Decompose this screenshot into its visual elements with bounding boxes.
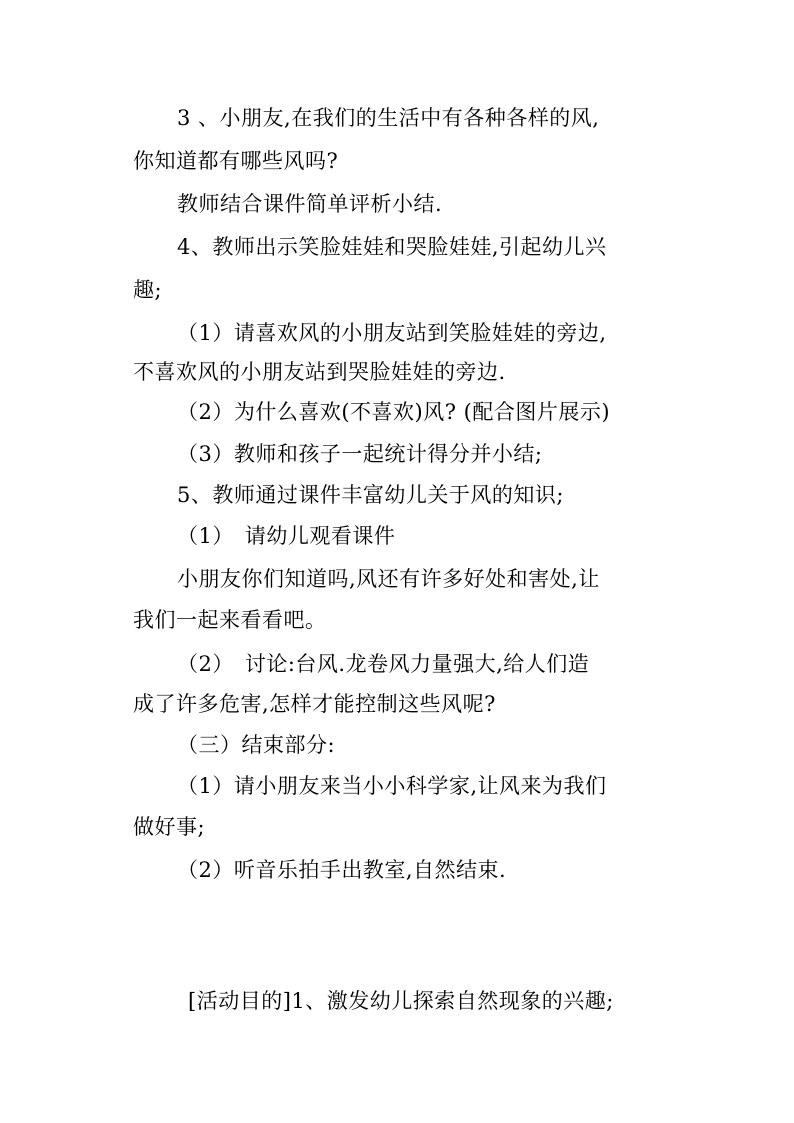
text-line-5: 趣; [133, 278, 163, 302]
text-line-14: （2） 讨论:台风.龙卷风力量强大,给人们造 [177, 652, 590, 676]
text-line-6: （1）请喜欢风的小朋友站到笑脸娃娃的旁边, [177, 321, 607, 345]
text-line-12: 小朋友你们知道吗,风还有许多好处和害处,让 [177, 567, 600, 591]
text-line-2: 你知道都有哪些风吗? [133, 149, 339, 173]
text-line-15: 成了许多危害,怎样才能控制这些风呢? [133, 692, 496, 716]
text-line-9: （3）教师和孩子一起统计得分并小结; [177, 442, 543, 466]
text-line-3: 教师结合课件简单评析小结. [177, 192, 443, 216]
text-line-16: （三）结束部分: [177, 733, 336, 757]
text-line-7: 不喜欢风的小朋友站到哭脸娃娃的旁边. [133, 360, 506, 384]
text-line-10: 5、教师通过课件丰富幼儿关于风的知识; [177, 483, 564, 507]
text-line-4: 4、教师出示笑脸娃娃和哭脸娃娃,引起幼儿兴 [177, 235, 607, 259]
text-line-18: 做好事; [133, 815, 206, 839]
text-line-20: [活动目的]1、激发幼儿探索自然现象的兴趣; [188, 989, 614, 1013]
text-line-11: （1） 请幼儿观看课件 [177, 524, 396, 548]
text-line-13: 我们一起来看看吧。 [133, 608, 327, 632]
text-line-19: （2）听音乐拍手出教室,自然结束. [177, 858, 507, 882]
text-line-17: （1）请小朋友来当小小科学家,让风来为我们 [177, 774, 607, 798]
text-line-1: 3 、小朋友,在我们的生活中有各种各样的风, [177, 106, 600, 130]
text-line-8: （2）为什么喜欢(不喜欢)风? (配合图片展示) [177, 400, 611, 424]
